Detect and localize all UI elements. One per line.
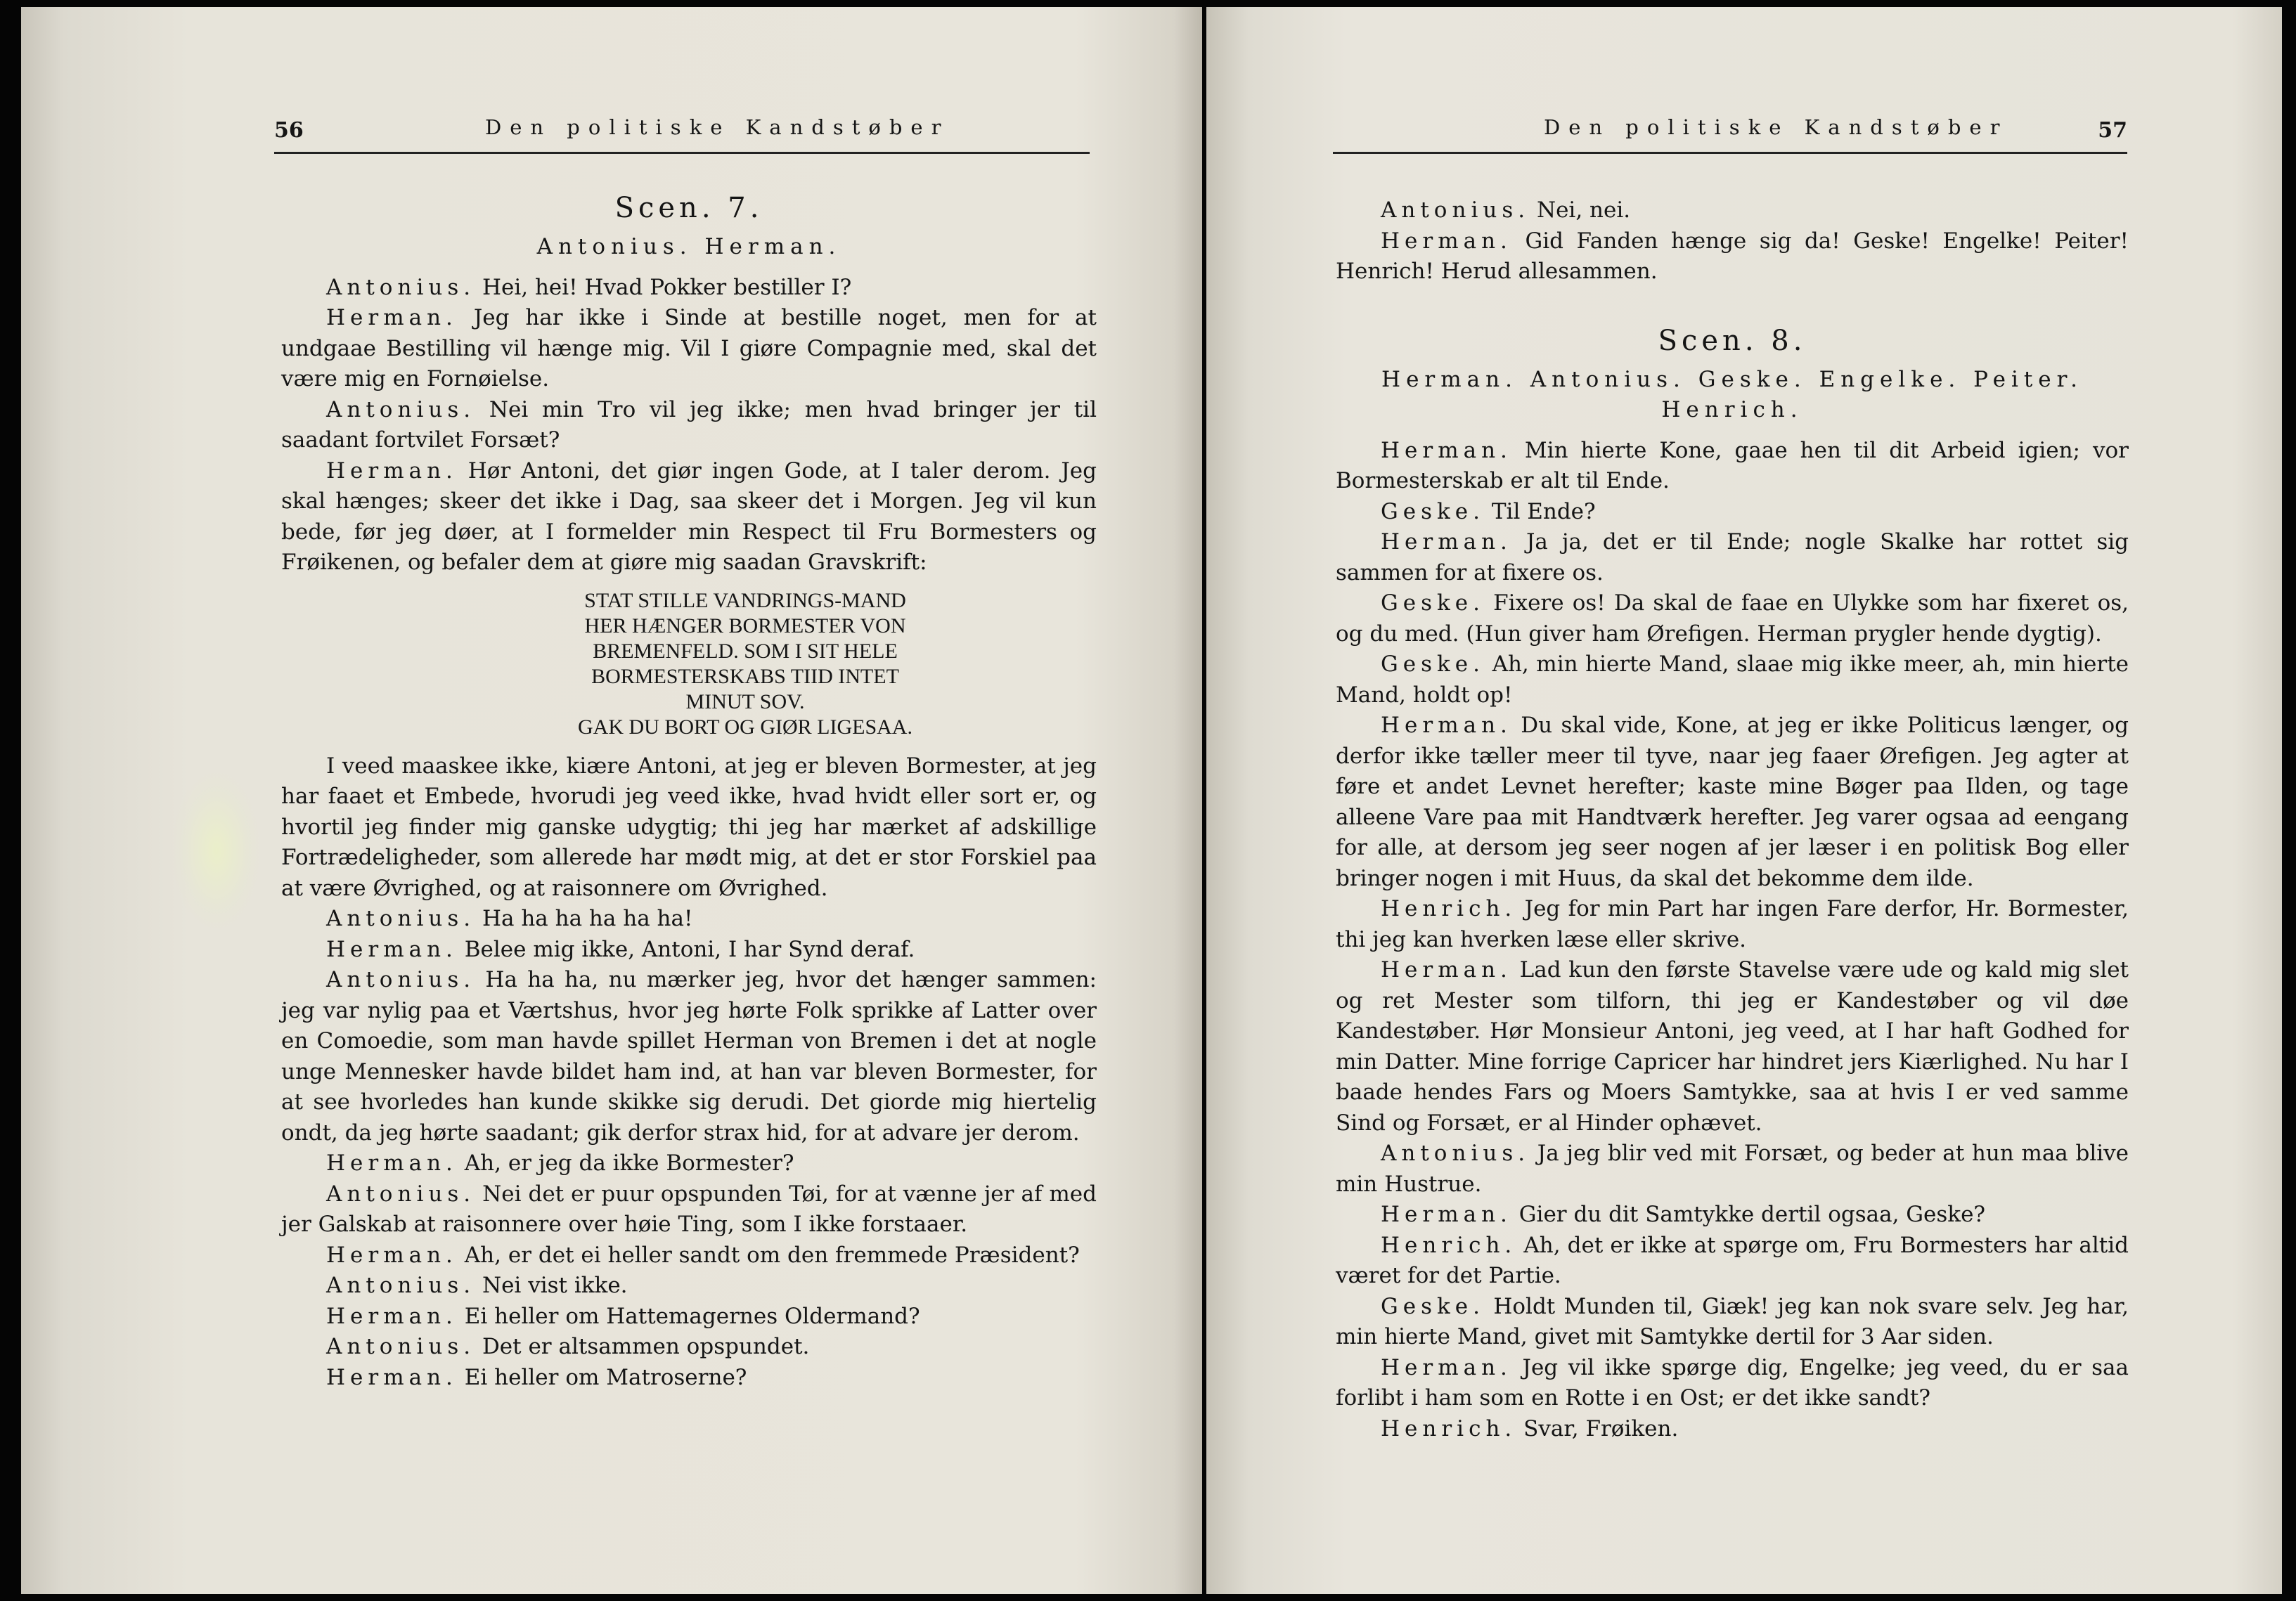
dialogue-paragraph — [1336, 226, 2129, 287]
running-title: Den politiske Kandstøber — [1544, 115, 2008, 139]
speaker-name: Herman. — [326, 1242, 458, 1268]
epitaph — [281, 588, 1097, 740]
epitaph-line: BORMESTERSKABS TIID INTET — [591, 664, 899, 688]
page-number: 56 — [274, 118, 304, 143]
dialogue-paragraph — [281, 1179, 1097, 1240]
epitaph-line: HER HÆNGER BORMESTER VON — [584, 614, 906, 637]
left-page — [21, 7, 1202, 1594]
page-smudge — [174, 773, 259, 928]
dialogue-paragraph — [281, 395, 1097, 456]
page-header — [1333, 112, 2127, 154]
epitaph-line: GAK DU BORT OG GIØR LIGESAA. — [578, 715, 912, 739]
dialogue-block — [1336, 195, 2129, 287]
dialogue-paragraph — [1336, 527, 2129, 588]
dialogue-paragraph — [281, 303, 1097, 395]
dialogue-text: Hei, hei! Hvad Pokker bestiller I? — [482, 274, 852, 300]
dialogue-text: Ja ja, det er til Ende; nogle Skalke har rottet sig sammen for at fixere os. — [1336, 529, 2129, 585]
running-title: Den politiske Kandstøber — [485, 115, 950, 139]
speaker-name: Antonius. — [1381, 1141, 1530, 1166]
speaker-name: Herman. — [1381, 437, 1512, 463]
dialogue-paragraph — [281, 965, 1097, 1148]
dialogue-text: Jeg har ikke i Sinde at bestille noget, men for at undgaae Bestilling vil hænge mig. Vil I giøre Compagnie med, skal det være mig en Fornøielse. — [281, 305, 1097, 391]
dialogue-paragraph — [1336, 1414, 2129, 1445]
page-body — [1336, 195, 2129, 1444]
dialogue-paragraph — [281, 1240, 1097, 1271]
dialogue-text: Holdt Munden til, Giæk! jeg kan nok svare selv. Jeg har, min hierte Mand, givet mit Samtykke dertil for 3 Aar siden. — [1336, 1293, 2129, 1349]
dialogue-text: Ha ha ha, nu mærker jeg, hvor det hænger sammen: jeg var nylig paa et Værtshus, hvor jeg hørte Folk sprikke af Latter over en Comoedie, som man havde spillet Herman von Bremen i det at nogle unge Mennesker havde bildet ham ind, at han var bleven Bormester, for at see hvorledes han kunde skikke sig derudi. Det giorde mig hiertelig ondt, da jeg hørte saadant; gik derfor strax hid, for at advare jer derom. — [281, 967, 1097, 1146]
speaker-name: Herman. — [1381, 228, 1512, 254]
dialogue-paragraph — [281, 1332, 1097, 1363]
dialogue-text: Du skal vide, Kone, at jeg er ikke Politicus længer, og derfor ikke tæller meer til tyve, naar jeg faaer Ørefigen. Jeg agter at føre et andet Levnet herefter; kaste mine Bøger paa Ilden, og tage alleene Vare paa mit Handtværk herefter. Jeg varer ogsaa ad eengang for alle, at dersom jeg seer nogen af jer læser i en politisk Bog eller bringer nogen i mit Huus, da skal det bekomme dem ilde. — [1336, 713, 2129, 891]
dialogue-paragraph — [281, 904, 1097, 935]
dialogue-paragraph — [281, 1302, 1097, 1333]
speaker-name: Henrich. — [1381, 1415, 1517, 1441]
speaker-name: Herman. — [326, 936, 458, 962]
speaker-name: Herman. — [1381, 529, 1512, 555]
dialogue-paragraph — [1336, 894, 2129, 955]
speaker-name: Geske. — [1381, 652, 1485, 677]
dialogue-text: Ah, er jeg da ikke Bormester? — [464, 1150, 794, 1176]
epitaph-line: STAT STILLE VANDRINGS-MAND — [584, 588, 906, 612]
dialogue-block — [1336, 436, 2129, 1445]
dialogue-text: Til Ende? — [1491, 498, 1596, 524]
dialogue-text: Min hierte Kone, gaae hen til dit Arbeid igien; vor Bormesterskab er alt til Ende. — [1336, 437, 2129, 493]
dialogue-paragraph — [281, 1148, 1097, 1179]
dialogue-text: Jeg for min Part har ingen Fare derfor, Hr. Bormester, thi jeg kan hverken læse eller skrive. — [1336, 896, 2129, 952]
dialogue-text: Nei det er puur opspunden Tøi, for at vænne jer af med jer Galskab at raisonnere over høie Ting, som I ikke forstaaer. — [281, 1181, 1097, 1237]
dialogue-paragraph — [1336, 588, 2129, 649]
dialogue-paragraph — [1336, 497, 2129, 528]
speaker-name: Herman. — [1381, 1354, 1512, 1380]
speaker-name: Antonius. — [326, 1273, 476, 1298]
dialogue-block — [281, 751, 1097, 1394]
dialogue-text: Ha ha ha ha ha ha! — [482, 906, 693, 931]
dialogue-paragraph — [1336, 649, 2129, 711]
speaker-name: Antonius. — [326, 1181, 476, 1207]
speaker-name: Herman. — [326, 458, 458, 484]
dialogue-text: Svar, Frøiken. — [1523, 1415, 1679, 1441]
dialogue-text: Fixere os! Da skal de faae en Ulykke som har fixeret os, og du med. (Hun giver ham Ørefigen. Herman prygler hende dygtig). — [1336, 590, 2129, 647]
dialogue-text: Gier du dit Samtykke dertil ogsaa, Geske? — [1518, 1202, 1986, 1227]
dialogue-text: Jeg vil ikke spørge dig, Engelke; jeg veed, du er saa forlibt i ham som en Rotte i en Ost; er det ikke sandt? — [1336, 1354, 2129, 1411]
dialogue-text: Nei vist ikke. — [482, 1273, 628, 1298]
dialogue-paragraph — [281, 751, 1097, 905]
epitaph-line: MINUT SOV. — [685, 689, 805, 713]
dialogue-paragraph — [1336, 436, 2129, 497]
speaker-name: Herman. — [326, 1364, 458, 1390]
dialogue-text: Hør Antoni, det giør ingen Gode, at I taler derom. Jeg skal hænges; skeer det ikke i Dag, saa skeer det i Morgen. Jeg vil kun bede, før jeg døer, at I formelder min Respect til Fru Bormesters og Frøikenen, og befaler dem at giøre mig saadan Gravskrift: — [281, 458, 1097, 575]
scene-cast: Herman. Antonius. Geske. Engelke. Peiter. Henrich. — [1381, 366, 2083, 422]
scene-title: Scen. 8. — [1658, 324, 1807, 357]
dialogue-paragraph — [1336, 1200, 2129, 1231]
speaker-name: Herman. — [326, 1303, 458, 1329]
dialogue-text: Lad kun den første Stavelse være ude og kald mig slet og ret Mester som tilforn, thi jeg er Kandestøber og vil døe Kandestøber. Hør Monsieur Antoni, jeg veed, at I har haft Godhed for min Datter. Mine forrige Capricer har hindret jers Kiærlighed. Nu har I baade hendes Fars og Moers Samtykke, saa at hvis I er ved samme Sind og Forsæt, er al Hinder ophævet. — [1336, 957, 2129, 1136]
dialogue-text: Ah, det er ikke at spørge om, Fru Bormesters har altid været for det Partie. — [1336, 1232, 2129, 1288]
page-body — [281, 191, 1097, 1393]
speaker-name: Antonius. — [326, 906, 476, 931]
speaker-name: Antonius. — [326, 1334, 476, 1359]
dialogue-text: Nei, nei. — [1536, 197, 1631, 223]
scene-title: Scen. 7. — [614, 192, 763, 224]
speaker-name: Antonius. — [326, 967, 476, 992]
dialogue-text: Ah, er det ei heller sandt om den fremmede Præsident? — [464, 1242, 1080, 1268]
dialogue-text: Ei heller om Hattemagernes Oldermand? — [464, 1303, 920, 1329]
epitaph-line: BREMENFELD. SOM I SIT HELE — [593, 639, 898, 663]
dialogue-text: I veed maaskee ikke, kiære Antoni, at jeg er bleven Bormester, at jeg har faaet et Embede, hvorudi jeg veed ikke, hvad hvidt eller sort er, og hvortil jeg finder mig ganske udygtig; thi jeg har mærket af adskillige Fortrædeligheder, som allerede har mødt mig, at det er stor Forskiel paa at være Øvrighed, og at raisonnere om Øvrighed. — [281, 753, 1097, 901]
speaker-name: Herman. — [1381, 957, 1512, 983]
dialogue-paragraph — [1336, 1292, 2129, 1353]
dialogue-paragraph — [1336, 1353, 2129, 1414]
speaker-name: Henrich. — [1381, 1232, 1517, 1258]
dialogue-paragraph — [1336, 711, 2129, 894]
dialogue-block — [281, 273, 1097, 578]
speaker-name: Henrich. — [1381, 896, 1517, 921]
speaker-name: Herman. — [326, 305, 458, 330]
scene-cast: Antonius. Herman. — [536, 234, 841, 259]
dialogue-text: Ah, min hierte Mand, slaae mig ikke meer, ah, min hierte Mand, holdt op! — [1336, 652, 2129, 708]
dialogue-paragraph — [281, 1363, 1097, 1394]
speaker-name: Herman. — [1381, 713, 1512, 738]
dialogue-paragraph — [1336, 1231, 2129, 1292]
speaker-name: Geske. — [1381, 1293, 1485, 1319]
dialogue-paragraph — [1336, 195, 2129, 226]
dialogue-text: Nei min Tro vil jeg ikke; men hvad bringer jer til saadant fortvilet Forsæt? — [281, 396, 1097, 453]
page-header — [274, 112, 1090, 154]
speaker-name: Antonius. — [1381, 197, 1530, 223]
dialogue-paragraph — [281, 935, 1097, 966]
dialogue-text: Ja jeg blir ved mit Forsæt, og beder at hun maa blive min Hustrue. — [1336, 1141, 2129, 1197]
dialogue-text: Ei heller om Matroserne? — [464, 1364, 747, 1390]
dialogue-text: Gid Fanden hænge sig da! Geske! Engelke! Peiter! Henrich! Herud allesammen. — [1336, 228, 2129, 284]
dialogue-paragraph — [281, 273, 1097, 304]
speaker-name: Antonius. — [326, 274, 476, 300]
dialogue-paragraph — [1336, 955, 2129, 1139]
speaker-name: Geske. — [1381, 498, 1485, 524]
speaker-name: Herman. — [1381, 1202, 1512, 1227]
dialogue-paragraph — [1336, 1139, 2129, 1200]
dialogue-paragraph — [281, 456, 1097, 578]
dialogue-paragraph — [281, 1271, 1097, 1302]
speaker-name: Geske. — [1381, 590, 1485, 616]
speaker-name: Herman. — [326, 1150, 458, 1176]
dialogue-text: Belee mig ikke, Antoni, I har Synd deraf. — [464, 936, 915, 962]
speaker-name: Antonius. — [326, 396, 476, 422]
page-number: 57 — [2098, 118, 2127, 143]
dialogue-text: Det er altsammen opspundet. — [482, 1334, 810, 1359]
right-page — [1206, 7, 2282, 1594]
